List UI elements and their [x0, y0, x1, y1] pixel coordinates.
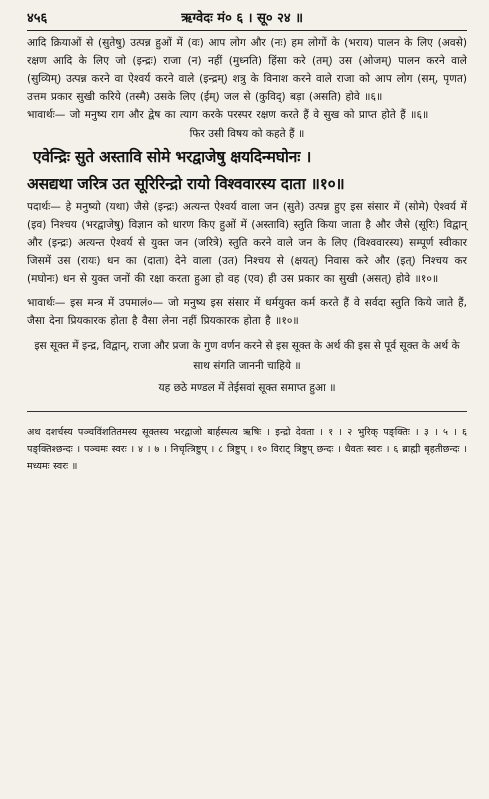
footnote-rule [27, 411, 467, 412]
page-header [27, 8, 467, 30]
padarth-continuation: आदि क्रियाओं से (सुतेषु) उत्पन्न हुओं में (वः) आप लोग और (नः) हम लोगों के (भराय) पालन के लिए (अवसे) रक्षण आदि के लिए जो (इन्द्रः) राजा (न) नहीं (मुध्नति) हिंसा करे (तम्) उस (ओजम्) पालन करने वाले (सुव्यिम्) उत्पन्न करने वा ऐश्वर्य करने वाले (इन्द्रम्) शत्रु के विनाश करने वाले राजा को आप लोग (सम्, पृणत) उत्तम प्रकार सुखी करिये (तस्मै) उसके लिए (ईम्) जल से (कुविद्) बड़ा (असति) होवे ॥६॥ [27, 37, 467, 103]
page-number: ४५६ [27, 11, 48, 26]
subject-line: फिर उसी विषय को कहते हैं ॥ [189, 128, 305, 140]
running-title: ऋग्वेदः मं० ६ । सू० २४ ॥ [181, 11, 303, 26]
next-sukta-footnote: अथ दशर्चस्य पञ्चविंशतितमस्य सूक्तस्य भरद्वाजो बार्हस्पत्य ऋषिः । इन्द्रो देवता । १ । २ भुरिक् पङ्क्तिः । ३ । ५ । ६ पङ्क्तिश्छन्दः । पञ्चमः स्वरः । ४ । ७ । निचृत्त्रिष्टुप् । ८ त्रिष्टुप् । १० विराट् त्रिष्टुप् छन्दः । धैवतः स्वरः । ६ ब्राह्मी बृहतीछन्दः । मध्यमः स्वरः ॥ [27, 427, 467, 472]
header-rule [27, 30, 467, 31]
mantra-line-1: एवेन्द्रिः सुते अस्तावि सोमे भरद्वाजेषु क्षयदिन्मघोनः । [33, 148, 312, 166]
bhavarth-verse-10: भावार्थः— इस मन्त्र में उपमालं०— जो मनुष्य इस संसार में धर्मयुक्त कर्म करते हैं वे सर्वदा स्तुति किये जाते हैं, जैसा देना प्रियकारक होता है वैसा लेना नहीं प्रियकारक होता है ॥१०॥ [27, 297, 467, 327]
padarth-verse-10: पदार्थः— हे मनुष्यो (यथा) जैसे (इन्द्रः) अत्यन्त ऐश्वर्य वाला जन (सुते) उत्पन्न हुए इस संसार में (सोमे) ऐश्वर्य में (इव) निश्चय (भरद्वाजेषु) विज्ञान को धारण किए हुओं में (अस्तावि) स्तुति किया जाता है और जैसे (सूरिः) विद्वान् और (इन्द्रः) अत्यन्त ऐश्वर्य से युक्त जन (जरित्रे) स्तुति करने वाले जन के लिए (विश्ववारस्य) सम्पूर्ण स्वीकार जिसमें उस (रायः) धन का (दाता) देने वाला (उत) निश्चय से (क्षयत्) निवास करे और (इत्) निश्चय कर (मघोनः) धन से युक्त जनों की रक्षा करता हुआ हो वह (एव) ही उस प्रकार का सुखी (असत्) होवे ॥१०॥ [27, 201, 467, 285]
bhavarth-verse-9: भावार्थः— जो मनुष्य राग और द्वेष का त्याग करके परस्पर रक्षण करते हैं वे सुख को प्राप्त होते हैं ॥६॥ [27, 109, 429, 121]
mantra-line-2: असद्यथा जरित्र उत सूरिरिन्द्रो रायो विश्ववारस्य दाता ॥१०॥ [27, 175, 345, 193]
sukta-closing: यह छठे मण्डल में तेईसवां सूक्त समाप्त हुआ ॥ [158, 382, 336, 394]
sukta-summary: इस सूक्त में इन्द्र, विद्वान्, राजा और प्रजा के गुण वर्णन करने से इस सूक्त के अर्थ की इस से पूर्व सूक्त के अर्थ के साथ संगति जाननी चाहिये ॥ [34, 340, 460, 372]
